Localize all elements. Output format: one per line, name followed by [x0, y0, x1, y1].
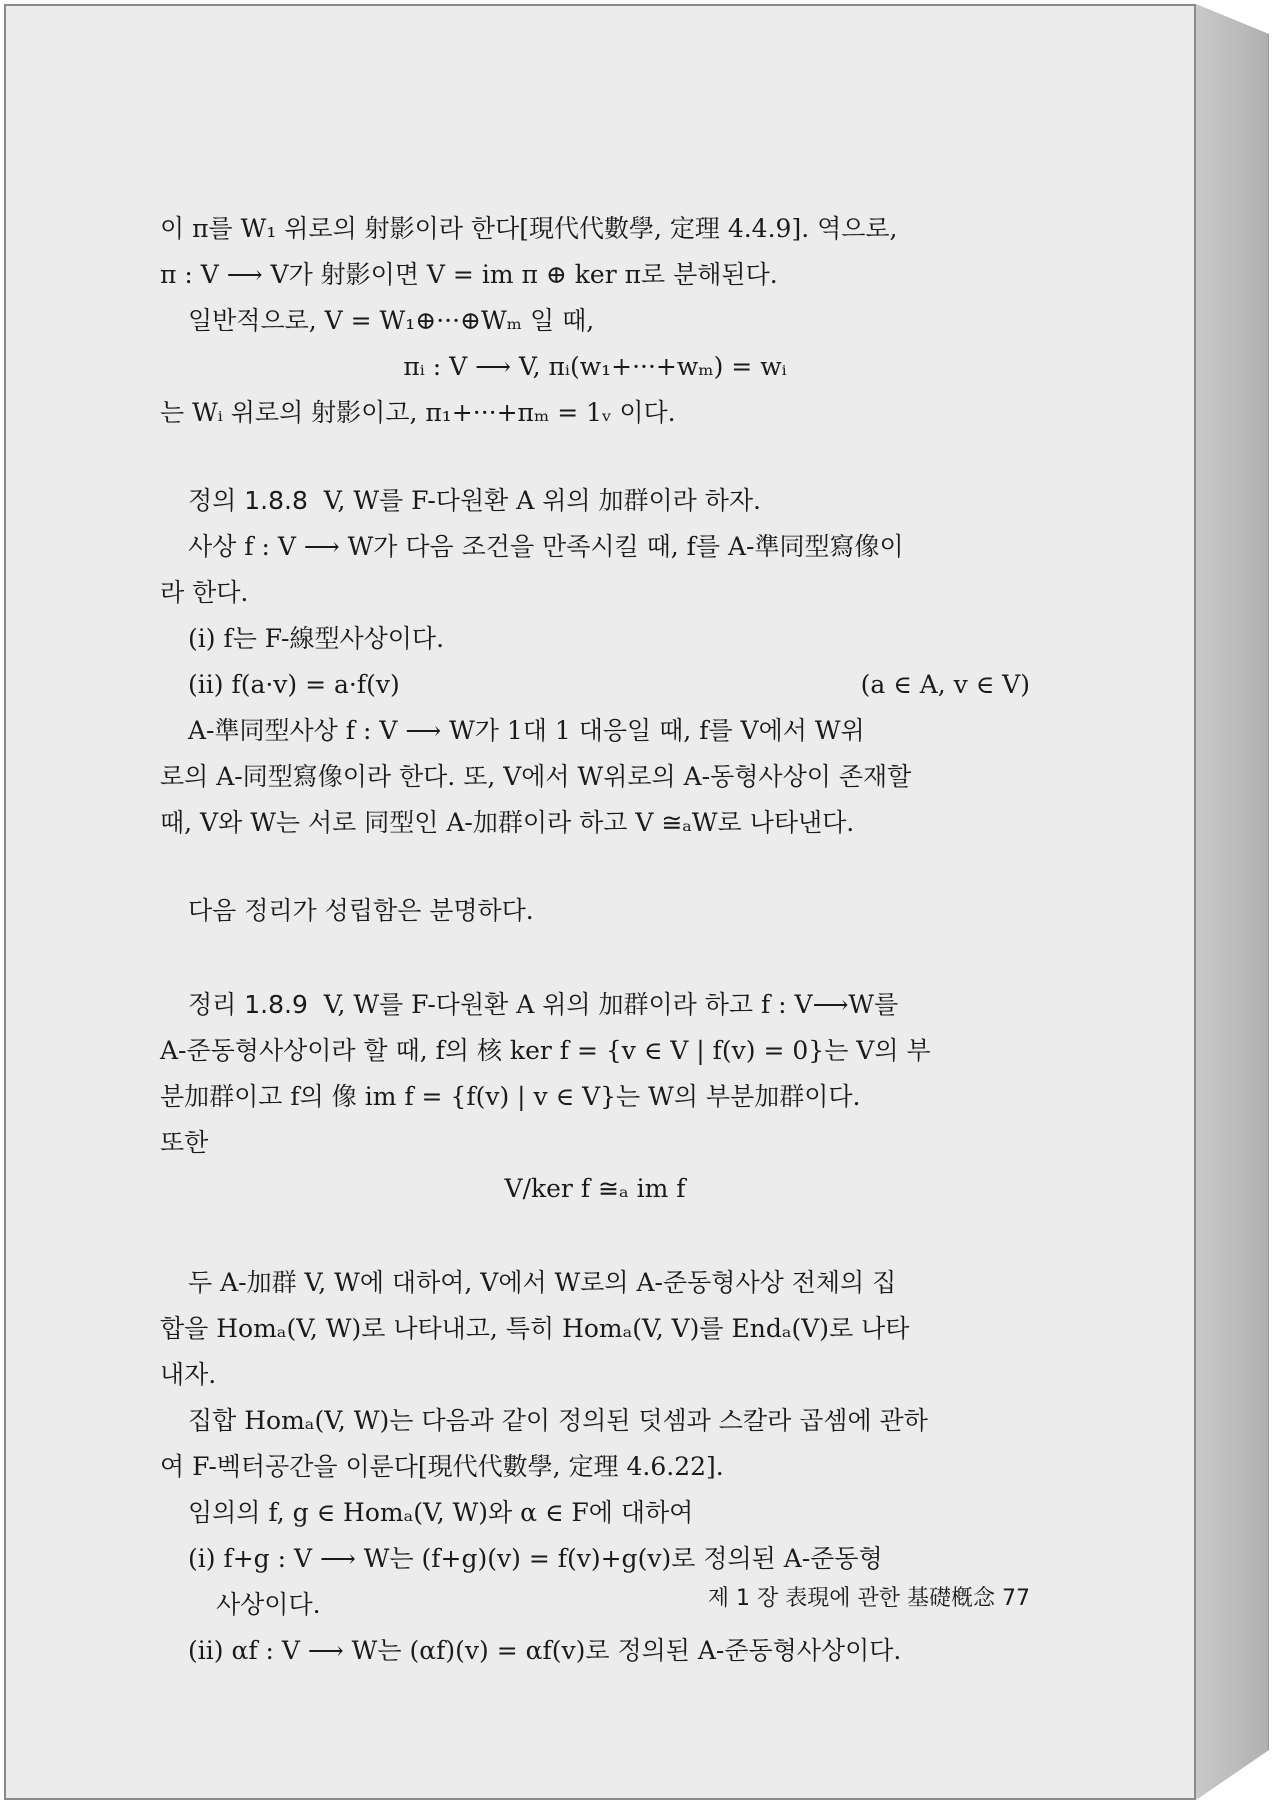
- book-spine: [1196, 4, 1269, 1800]
- text-line: 라 한다.: [160, 578, 249, 607]
- display-equation: πᵢ : V ⟶ V, πᵢ(w₁+···+wₘ) = wᵢ: [403, 352, 787, 381]
- condition-range: (a ∈ A, v ∈ V): [860, 670, 1030, 699]
- page-body: [160, 206, 1030, 1674]
- text-line: 다음 정리가 성립함은 분명하다.: [188, 896, 534, 925]
- definition-label: 정의 1.8.8: [188, 486, 308, 515]
- condition-item-continued: 사상이다.: [216, 1590, 321, 1619]
- text-line: 사상 f : V ⟶ W가 다음 조건을 만족시킬 때, f를 A-準同型寫像이: [188, 532, 904, 561]
- text-line: A-準同型사상 f : V ⟶ W가 1대 1 대응일 때, f를 V에서 W위: [188, 716, 865, 745]
- text-line: 이 π를 W₁ 위로의 射影이라 한다[現代代數學, 定理 4.4.9]. 역으로,: [160, 214, 898, 243]
- text-line: 또한: [160, 1128, 209, 1157]
- definition-text: V, W를 F-다원환 A 위의 加群이라 하자.: [323, 486, 761, 515]
- text-line: 는 Wᵢ 위로의 射影이고, π₁+···+πₘ = 1ᵥ 이다.: [160, 398, 676, 427]
- text-line: π : V ⟶ V가 射影이면 V = im π ⊕ ker π로 분해된다.: [160, 260, 778, 289]
- condition-item: [160, 662, 1030, 708]
- text-line: A-준동형사상이라 할 때, f의 核 ker f = {v ∈ V | f(v) = 0}는 V의 부: [160, 1036, 931, 1065]
- text-line: 내자.: [160, 1360, 217, 1389]
- condition-item: (i) f+g : V ⟶ W는 (f+g)(v) = f(v)+g(v)로 정의된 A-준동형: [188, 1544, 883, 1573]
- theorem-text: V, W를 F-다원환 A 위의 加群이라 하고 f : V⟶W를: [323, 990, 899, 1019]
- text-line: 로의 A-同型寫像이라 한다. 또, V에서 W위로의 A-동형사상이 존재할: [160, 762, 912, 791]
- condition-item: (i) f는 F-線型사상이다.: [188, 624, 445, 653]
- running-footer: 제 1 장 表現에 관한 基礎槪念 77: [707, 1586, 1030, 1611]
- theorem-header: [160, 982, 1030, 1028]
- definition-header: [160, 478, 1030, 524]
- condition-formula: (ii) f(a·v) = a·f(v): [188, 670, 400, 699]
- text-line: 임의의 f, g ∈ Homₐ(V, W)와 α ∈ F에 대하여: [188, 1498, 694, 1527]
- text-line: 집합 Homₐ(V, W)는 다음과 같이 정의된 덧셈과 스칼라 곱셈에 관하: [188, 1406, 928, 1435]
- theorem-label: 정리 1.8.9: [188, 990, 308, 1019]
- text-line: 두 A-加群 V, W에 대하여, V에서 W로의 A-준동형사상 전체의 집: [188, 1268, 897, 1297]
- text-line: 때, V와 W는 서로 同型인 A-加群이라 하고 V ≅ₐW로 나타낸다.: [160, 808, 855, 837]
- text-line: 합을 Homₐ(V, W)로 나타내고, 특히 Homₐ(V, V)를 Endₐ(V)로 나타: [160, 1314, 910, 1343]
- text-line: 분加群이고 f의 像 im f = {f(v) | v ∈ V}는 W의 부분加群이다.: [160, 1082, 861, 1111]
- display-equation: V/ker f ≅ₐ im f: [504, 1174, 686, 1203]
- text-line: 일반적으로, V = W₁⊕···⊕Wₘ 일 때,: [188, 306, 595, 335]
- text-line: 여 F-벡터공간을 이룬다[現代代數學, 定理 4.6.22].: [160, 1452, 724, 1481]
- condition-item: (ii) αf : V ⟶ W는 (αf)(v) = αf(v)로 정의된 A-준동형사상이다.: [188, 1636, 902, 1665]
